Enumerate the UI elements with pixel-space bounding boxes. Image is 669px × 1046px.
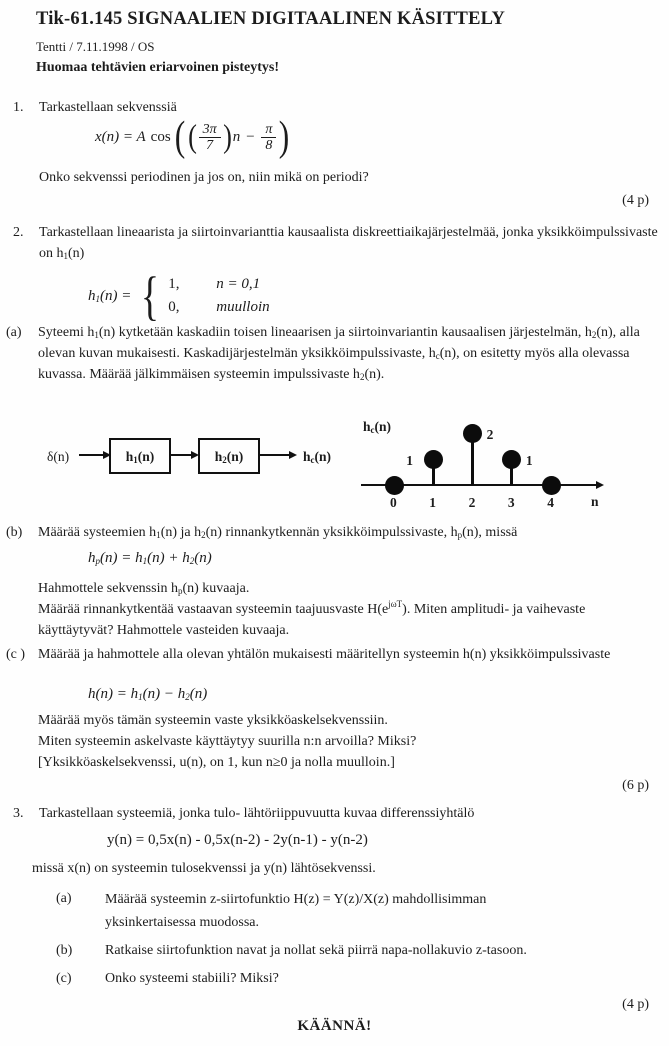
q1-points: (4 p) (622, 193, 649, 208)
q2b-text1: Määrää systeemien $h_1(n)$ ja $h_2(n)$ rinnankytkennän yksikköimpulssivaste, $h_p(n)$, missä (38, 525, 518, 540)
q3-note: missä x(n) on systeemin tulosekvenssi ja y(n) lähtösekvenssi. (32, 861, 376, 876)
cases-brace: { (141, 266, 160, 326)
q2a-text: Syteemi $h_1(n)$ kytketään kaskadiin toisen lineaarisen ja siirtoinvariantin kausaalisen järjestelmän, $h_2(n)$, alla olevan kuvan mukaisesti. Kaskadijärjestelmän yksikköimpulssivaste, $h_c(n)$, on esitetty myös alla olevassa kuvassa. Määrää jälkimmäisen systeemin impulssivaste $h_2(n)$. (38, 325, 640, 382)
cases-value-1: 0, (168, 299, 180, 315)
q2b-text2: Hahmottele sekvenssin $h_p(n)$ kuvaaja. (38, 581, 250, 596)
diagram-box-h2 (198, 438, 260, 474)
x-tick-label: 1 (429, 495, 437, 510)
q2-points: (6 p) (622, 778, 649, 793)
scoring-note: Huomaa tehtävien eriarvoinen pisteytys! (36, 60, 280, 75)
x-tick-label: 3 (507, 495, 515, 510)
diagram-box-h1-label: $h_1(n)$ (125, 448, 155, 465)
q1-formula: x(n) = A cos ( ( $\frac{3\pi}{7}$ ) n − $\frac{\pi}{8}$ ) (95, 114, 290, 160)
q1-frac1 (199, 122, 221, 153)
x-tick-label: 0 (390, 495, 397, 510)
stem-value-label: 1 (525, 453, 533, 468)
q1-formula-n: n (232, 128, 241, 145)
q3a-text: Määrää systeemin z-siirtofunktio H(z) = Y(z)/X(z) mahdollisimman yksinkertaisessa muodossa. (105, 892, 487, 930)
page-title: Tik-61.145 SIGNAALIEN DIGITAALINEN KÄSITTELY (36, 9, 506, 29)
q1-frac2 (261, 122, 276, 153)
q3-equation: y(n) = 0,5x(n) - 0,5x(n-2) - 2y(n-1) - y(n-2) (107, 832, 368, 848)
q2a-label: (a) (6, 325, 22, 340)
stem-value-label: 2 (486, 427, 494, 442)
q1-question: Onko sekvenssi periodinen ja jos on, niin mikä on periodi? (39, 170, 369, 185)
q3-points: (4 p) (622, 997, 649, 1012)
diagram-input-label: δ(n) (47, 449, 70, 464)
stem-plot-title: $h_c(n)$ (363, 419, 392, 435)
q2-number: 2. (13, 225, 24, 240)
q3-intro: Tarkastellaan systeemiä, jonka tulo- lähtöriippuvuutta kuvaa differenssiyhtälö (39, 806, 475, 821)
q2c-text2: Määrää myös tämän systeemin vaste yksikköaskelsekvenssiin. (38, 713, 388, 728)
cascade-block-diagram (45, 435, 350, 487)
q3a-label: (a) (56, 891, 72, 906)
stem-plot (355, 415, 617, 510)
x-tick-label: 4 (547, 495, 554, 510)
q2b-label: (b) (6, 525, 23, 540)
q2-intro: Tarkastellaan lineaarista ja siirtoinvarianttia kausaalista diskreettiaikajärjestelmää, jonka yksikköimpulssivaste on $h_1(n)$ (39, 225, 658, 261)
q2-cases-formula (88, 266, 270, 326)
q1-frac1-den: 7 (206, 137, 214, 153)
stem-value-label: 1 (406, 453, 414, 468)
q1-formula-minus: − (245, 128, 256, 145)
q2c-text3: Miten systeemin askelvaste käyttäytyy suurilla n:n arvoilla? Miksi? (38, 734, 417, 749)
diagram-box-h1 (109, 438, 171, 474)
q1-number: 1. (13, 100, 24, 115)
q1-frac2-num: π (261, 122, 276, 138)
q2c-text4: [Yksikköaskelsekvenssi, u(n), on 1, kun n≥0 ja nolla muulloin.] (38, 755, 395, 770)
q2-cases-lhs: $h_1(n)$ = (88, 287, 132, 304)
stem-ball (463, 424, 482, 443)
exam-subtitle: Tentti / 7.11.1998 / OS (36, 39, 155, 54)
q1-intro: Tarkastellaan sekvenssiä (39, 100, 177, 115)
stem-ball (424, 450, 443, 469)
cases-value-0: 1, (168, 276, 180, 292)
cases-cond-0: n = 0,1 (216, 276, 261, 292)
q2c-formula: $h(n) = h_1(n) - h_2(n)$ (88, 686, 208, 702)
x-axis-label: n (591, 494, 599, 509)
cases-row (168, 273, 269, 296)
q3b-text: Ratkaise siirtofunktion navat ja nollat sekä piirrä napa-nollakuvio z-tasoon. (105, 943, 527, 958)
diagram-output-label: $h_c(n)$ (303, 449, 332, 465)
q3c-label: (c) (56, 971, 72, 986)
cases-cond-1: muulloin (216, 299, 270, 315)
cases-rows (168, 273, 269, 319)
diagram-box-h2-label: $h_2(n)$ (214, 448, 244, 465)
q2c-label: (c ) (6, 647, 26, 662)
q1-frac2-den: 8 (265, 137, 273, 153)
q1-formula-lhs: x(n) = A (95, 128, 146, 145)
turn-page-footer: KÄÄNNÄ! (297, 1018, 372, 1034)
q2b-formula: $h_p(n) = h_1(n) + h_2(n)$ (88, 550, 212, 566)
cases-row (168, 296, 269, 319)
x-axis-arrow-icon (596, 481, 604, 489)
q2c-text1: Määrää ja hahmottele alla olevan yhtälön mukaisesti määritellyn systeemin h(n) yksikköimpulssivaste (38, 647, 611, 662)
arrow-head-icon (289, 451, 297, 459)
x-tick-label: 2 (468, 495, 476, 510)
q3-number: 3. (13, 806, 24, 821)
q1-frac1-num: 3π (199, 122, 221, 138)
q3b-label: (b) (56, 943, 73, 958)
q2b-text3: Määrää rinnankytkentää vastaavan systeemin taajuusvaste $H(e^{j\omega T})$. Miten amplitudi- ja vaihevaste käyttäytyvät? Hahmottele vasteiden kuvaaja. (38, 599, 586, 638)
stem-ball (502, 450, 521, 469)
q1-formula-cos: cos (150, 128, 171, 145)
q3c-text: Onko systeemi stabiili? Miksi? (105, 971, 279, 986)
